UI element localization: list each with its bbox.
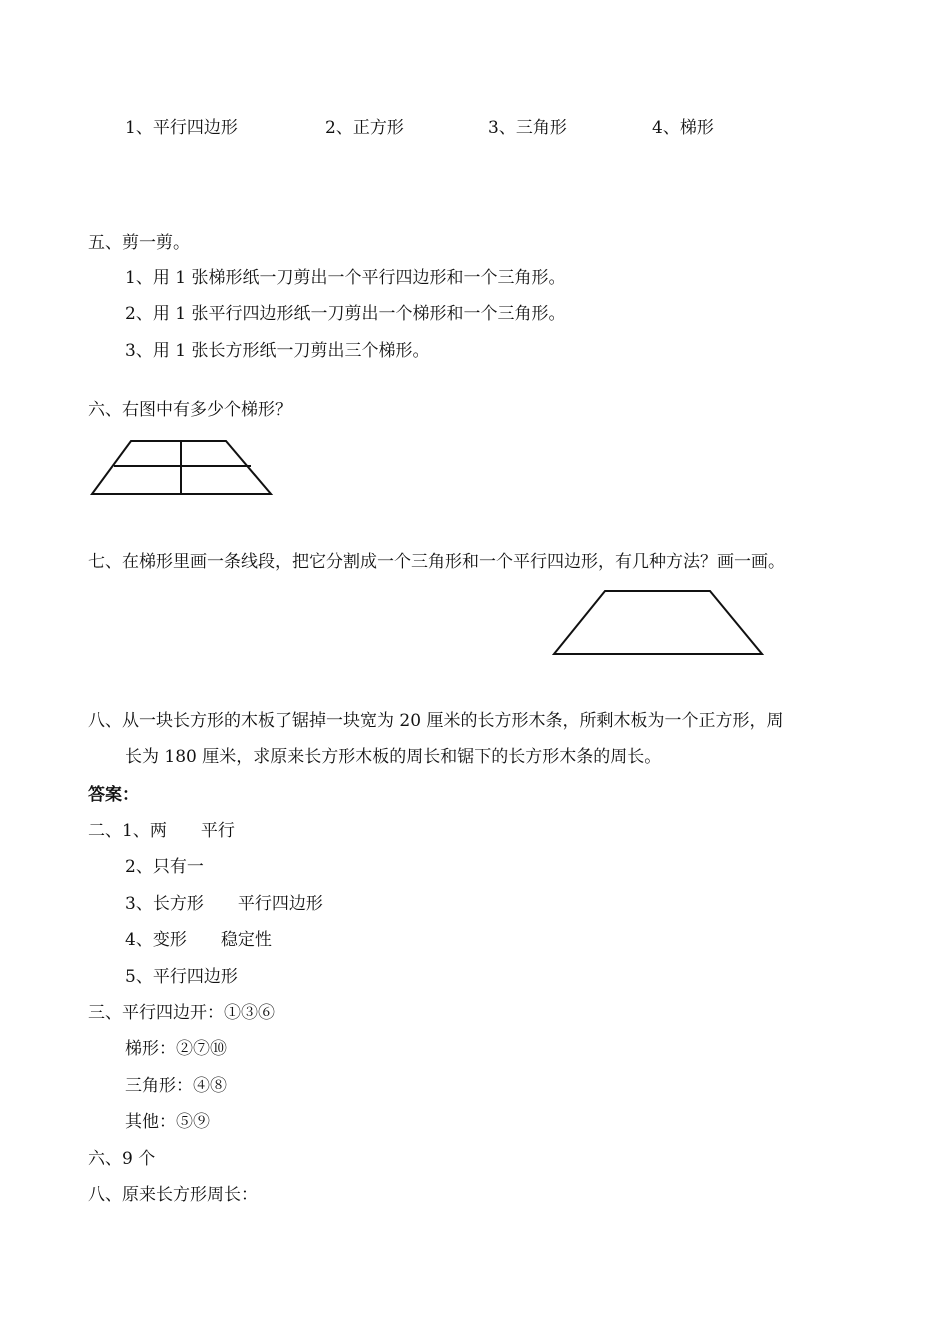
trapezoid-grid-figure <box>85 432 285 502</box>
option-trapezoid: 4、梯形 <box>652 118 714 138</box>
section-seven-title: 七、在梯形里画一条线段，把它分割成一个三角形和一个平行四边形，有几种方法？画一画。 <box>88 552 785 572</box>
answer-three-line-1: 三、平行四边开：①③⑥ <box>88 1003 275 1023</box>
trapezoid-figure <box>548 586 768 658</box>
section-five-item-1: 1、用 1 张梯形纸一刀剪出一个平行四边形和一个三角形。 <box>125 268 566 288</box>
option-parallelogram: 1、平行四边形 <box>125 118 238 138</box>
answer-two-line-2: 2、只有一 <box>125 857 204 877</box>
section-five-item-3: 3、用 1 张长方形纸一刀剪出三个梯形。 <box>125 341 430 361</box>
answer-two-line-4: 4、变形 稳定性 <box>125 930 272 950</box>
option-square: 2、正方形 <box>325 118 404 138</box>
section-five-item-2: 2、用 1 张平行四边形纸一刀剪出一个梯形和一个三角形。 <box>125 304 566 324</box>
answer-three-line-2: 梯形：②⑦⑩ <box>125 1039 227 1059</box>
section-five-title: 五、剪一剪。 <box>88 233 190 253</box>
section-eight-line-2: 长为 180 厘米，求原来长方形木板的周长和锯下的长方形木条的周长。 <box>125 747 662 767</box>
answer-two-line-3: 3、长方形 平行四边形 <box>125 894 323 914</box>
section-eight-line-1: 八、从一块长方形的木板了锯掉一块宽为 20 厘米的长方形木条，所剩木板为一个正方形，周 <box>88 711 784 731</box>
answer-six: 六、9 个 <box>88 1149 156 1169</box>
section-six-title: 六、右图中有多少个梯形？ <box>88 400 292 420</box>
answer-three-line-4: 其他：⑤⑨ <box>125 1112 210 1132</box>
answer-two-line-1: 二、1、两 平行 <box>88 821 235 841</box>
answer-three-line-3: 三角形：④⑧ <box>125 1076 227 1096</box>
option-triangle: 3、三角形 <box>488 118 567 138</box>
answer-eight: 八、原来长方形周长： <box>88 1185 258 1205</box>
answers-heading: 答案： <box>88 785 139 805</box>
answer-two-line-5: 5、平行四边形 <box>125 967 238 987</box>
